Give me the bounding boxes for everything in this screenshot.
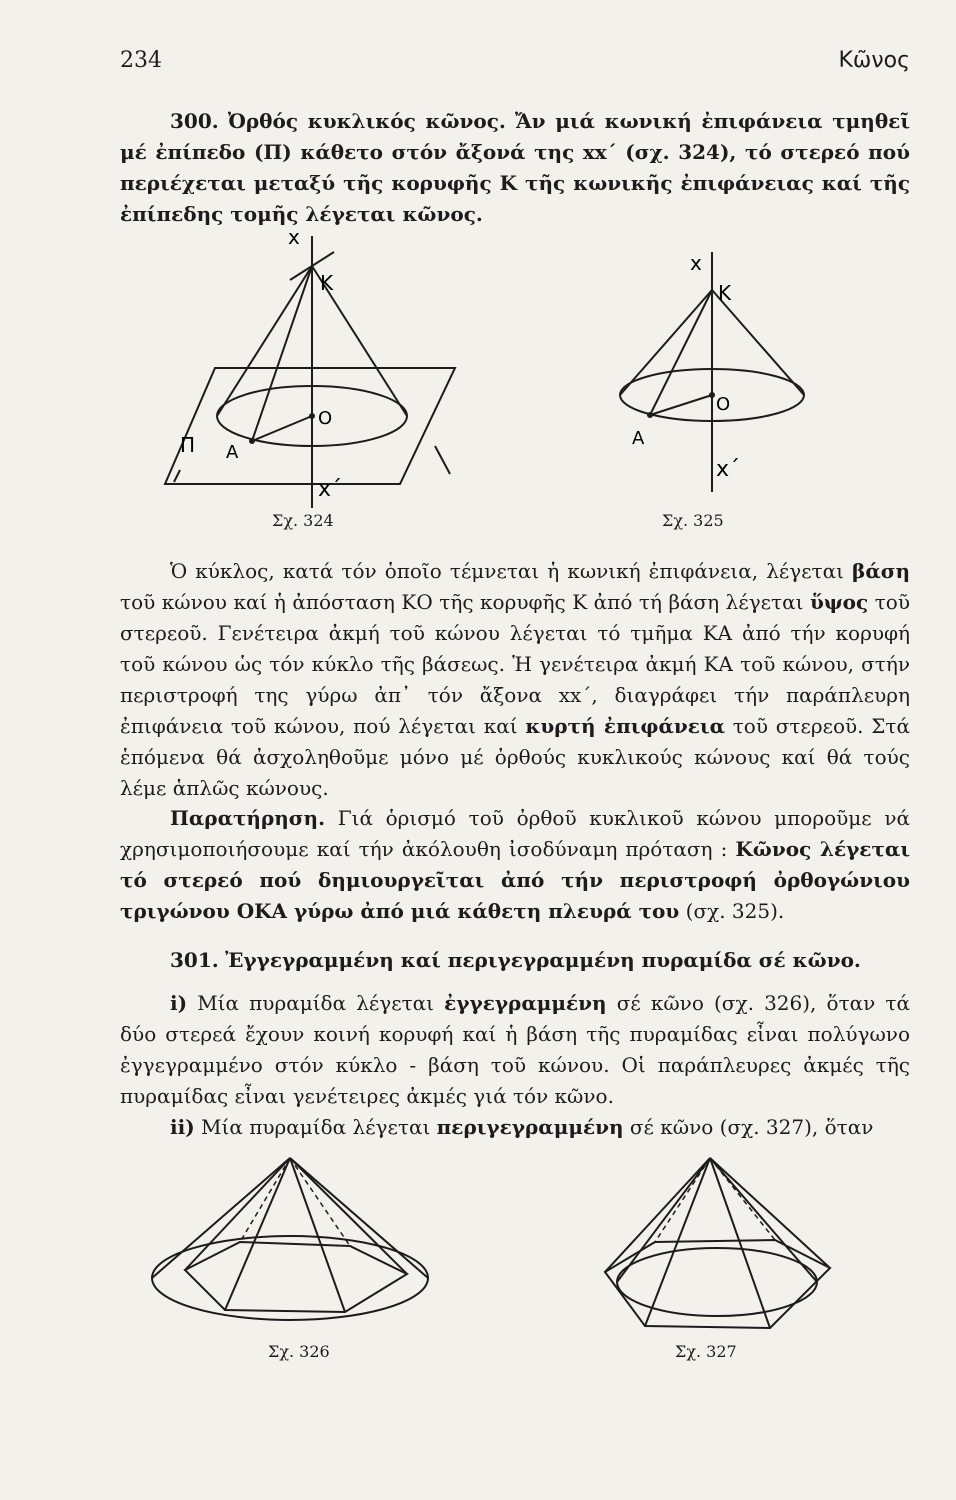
text-run: Γιά ὁρισμό τοῦ ὀρθοῦ κυκλικοῦ κώνου μποροῦμε νά χρησιμοποιήσουμε καί τήν ἀκόλουθη ἰσοδύναμη πρόταση : (120, 806, 910, 861)
text-run: (σχ. 325). (679, 899, 785, 923)
section-number: 300. (170, 109, 219, 133)
label-k: K (718, 281, 732, 305)
generator-ka (252, 266, 312, 441)
figure-324-cone-with-plane (160, 226, 480, 516)
label-x-prime: x΄ (318, 477, 343, 502)
figure-325-cone (610, 250, 830, 500)
paragraph-base-height (120, 556, 910, 804)
radius-oa (252, 416, 312, 441)
center-o (309, 413, 315, 419)
generator-left (217, 266, 312, 416)
label-o: O (318, 408, 333, 429)
term-circumscribed: περιγεγραμμένη (436, 1115, 624, 1139)
section-300-paragraph (120, 106, 910, 230)
pyramid-edge (710, 1158, 770, 1328)
term-inscribed: ἐγγεγραμμένη (444, 991, 607, 1015)
label-a: A (632, 428, 645, 449)
text-run: τοῦ στερεοῦ. Στά ἑπόμενα θά ἀσχοληθοῦμε μόνο μέ ὀρθούς κυκλικούς κώνους καί θά τούς λέμε ἁπλῶς κώνους. (120, 714, 910, 800)
label-x: x (690, 251, 702, 275)
term-height: ὕψος (809, 590, 869, 614)
section-heading: Ὀρθός κυκλικός κῶνος. (227, 109, 506, 133)
cone-edge-left (617, 1158, 710, 1282)
page-number: 234 (120, 48, 162, 73)
running-title: Κῶνος (838, 48, 910, 73)
text-run: Μία πυραμίδα λέγεται (194, 1115, 437, 1139)
pyramid-edge (185, 1158, 290, 1270)
section-300 (120, 106, 910, 230)
term-base: βάση (852, 559, 910, 583)
section-301-heading (120, 945, 910, 976)
section-301 (120, 945, 910, 1143)
figure-326-inscribed-pyramid (145, 1150, 435, 1340)
section-number: 301. (170, 948, 219, 972)
item-label: ii) (170, 1115, 195, 1139)
point-a (249, 438, 255, 444)
text-run: σέ κῶνο (σχ. 327), ὅταν (623, 1115, 874, 1139)
figure-327-circumscribed-pyramid (585, 1150, 845, 1350)
label-x: x (288, 226, 300, 249)
label-o: O (716, 394, 731, 415)
figure-327-caption: Σχ. 327 (675, 1342, 737, 1361)
pyramid-edge (710, 1158, 830, 1268)
page-header (120, 48, 910, 78)
plane-tick (174, 470, 180, 482)
cone-base (617, 1248, 817, 1316)
generator-right (712, 290, 804, 395)
center-o (709, 392, 715, 398)
remark-paragraph (120, 803, 910, 927)
pyramid-edge (290, 1158, 407, 1274)
label-x-prime: x΄ (716, 457, 741, 482)
text-run: τοῦ στερεοῦ. Γενέτειρα ἀκμή τοῦ κώνου λέγεται τό τμῆμα ΚΑ ἀπό τήν κορυφή τοῦ κώνου ὡς τόν κύκλο τῆς βάσεως. Ἡ γενέτειρα ἀκμή ΚΑ τοῦ κώνου, στήν περιστροφή της γύρω ἀπ᾿ τόν ἄξονα xx΄, διαγράφει τήν παράπλευρη ἐπιφάνεια τοῦ κώνου, πού λέγεται καί (120, 590, 910, 738)
section-300-text: Ἄν μιά κωνική ἐπιφάνεια τμηθεῖ μέ ἐπίπεδο (Π) κάθετο στόν ἄξονά της xx΄ (σχ. 324), τό στερεό πού περιέχεται μεταξύ τῆς κορυφῆς Κ τῆς κωνικῆς ἐπιφάνειας καί τῆς ἐπίπεδης τομῆς λέγεται κῶνος. (120, 109, 911, 226)
label-k: K (320, 271, 334, 295)
text-run: Μία πυραμίδα λέγεται (187, 991, 445, 1015)
text-run: τοῦ κώνου καί ἡ ἀπόσταση ΚΟ τῆς κορυφῆς Κ ἀπό τή βάση λέγεται (120, 590, 810, 614)
generator-left (620, 290, 712, 395)
generator-ka (650, 290, 712, 415)
term-convex-surface: κυρτή ἐπιφάνεια (525, 714, 725, 738)
pyramid-base (185, 1242, 407, 1312)
figure-326-caption: Σχ. 326 (268, 1342, 330, 1361)
section-301-item-i (120, 988, 910, 1112)
label-a: A (226, 442, 239, 463)
text-run: Ὁ κύκλος, κατά τόν ὁποῖο τέμνεται ἡ κωνική ἐπιφάνεια, λέγεται (170, 559, 853, 583)
remark-definition: Κῶνος λέγεται τό στερεό πού δημιουργεῖται ἀπό τήν περιστροφή ὀρθογώνιου τριγώνου ΟΚΑ γύρω ἀπό μιά κάθετη πλευρά του (120, 837, 910, 923)
remark-label: Παρατήρηση. (170, 806, 326, 830)
pyramid-edge (225, 1158, 290, 1310)
cone-edge-left (152, 1158, 290, 1278)
cone-edge-right (710, 1158, 817, 1282)
pyramid-hidden-edge (240, 1158, 290, 1242)
label-p: Π (180, 433, 196, 457)
point-a (647, 412, 653, 418)
plane-tick (435, 446, 450, 474)
section-heading: Ἐγγεγραμμένη καί περιγεγραμμένη πυραμίδα σέ κῶνο. (225, 948, 861, 972)
section-301-item-ii (120, 1112, 910, 1143)
figure-325-caption: Σχ. 325 (662, 511, 724, 530)
figure-324-caption: Σχ. 324 (272, 511, 334, 530)
item-label: i) (170, 991, 188, 1015)
text-run: σέ κῶνο (σχ. 326), ὅταν τά δύο στερεά ἔχουν κοινή κορυφή καί ἡ βάση τῆς πυραμίδας εἶναι πολύγωνο ἐγγεγραμμένο στόν κύκλο - βάση τοῦ κώνου. Οἱ παράπλευρες ἀκμές τῆς πυραμίδας εἶναι γενέτειρες ἀκμές γιά τόν κῶνο. (120, 991, 910, 1108)
